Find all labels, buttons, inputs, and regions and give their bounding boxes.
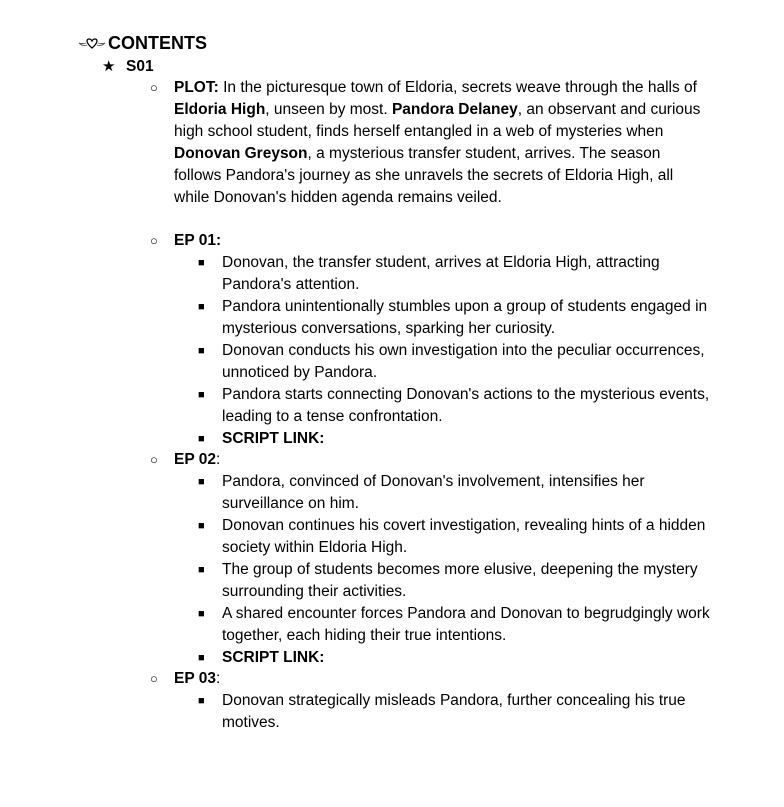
square-bullet: ■ <box>198 520 205 532</box>
episode-point: Donovan, the transfer student, arrives at Eldoria High, attracting Pandora's attention. <box>222 254 660 293</box>
star-bullet: ★ <box>102 58 116 75</box>
school-name: Eldoria High <box>174 101 266 118</box>
season-label: S01 <box>126 58 154 75</box>
square-bullet: ■ <box>198 301 205 313</box>
list-item <box>198 690 710 734</box>
circle-bullet: ○ <box>150 671 158 686</box>
character-pandora: Pandora Delaney <box>391 101 518 118</box>
list-item <box>198 647 710 669</box>
heading-text: CONTENTS <box>108 33 207 53</box>
episode-heading: ○ EP 02: <box>150 449 710 471</box>
circle-bullet: ○ <box>150 80 158 95</box>
list-item <box>198 428 710 450</box>
episode-heading: ○ EP 03: <box>150 668 710 690</box>
character-donovan: Donovan Greyson <box>174 145 308 162</box>
list-item <box>198 559 710 603</box>
episode-point: Pandora, convinced of Donovan's involvement, intensifies her surveillance on him. <box>222 473 645 512</box>
episode-point: Pandora starts connecting Donovan's actions to the mysterious events, leading to a tense confrontation. <box>222 386 710 425</box>
plot-section <box>150 77 710 209</box>
list-item <box>198 603 710 647</box>
episode-point: Donovan conducts his own investigation into the peculiar occurrences, unnoticed by Pandora. <box>222 342 705 381</box>
circle-bullet: ○ <box>150 452 158 467</box>
square-bullet: ■ <box>198 652 205 664</box>
square-bullet: ■ <box>198 389 205 401</box>
square-bullet: ■ <box>198 695 205 707</box>
episode-point: Pandora unintentionally stumbles upon a group of students engaged in mysterious conversations, sparking her curiosity. <box>222 298 708 337</box>
script-link[interactable]: SCRIPT LINK: <box>222 430 325 447</box>
list-item <box>198 252 710 296</box>
square-bullet: ■ <box>198 345 205 357</box>
plot-text: PLOT: In the picturesque town of Eldoria, secrets weave through the halls of Eldoria High, unseen by most. Pandora Delaney, an observant and curious high school student, finds herself entangled in a web of mysteries when Donovan Greyson, a mysterious transfer student, arrives. The season follows Pandora's journey as she unravels the secrets of Eldoria High, all while Donovan's hidden agenda remains veiled. <box>174 79 701 206</box>
episode-section <box>150 668 710 734</box>
list-item <box>198 471 710 515</box>
square-bullet: ■ <box>198 257 205 269</box>
square-bullet: ■ <box>198 608 205 620</box>
episode-point: Donovan continues his covert investigation, revealing hints of a hidden society within Eldoria High. <box>222 517 706 556</box>
square-bullet: ■ <box>198 564 205 576</box>
episode-section <box>150 230 710 450</box>
season-item <box>102 56 154 78</box>
plot-label: PLOT: <box>174 79 219 96</box>
episode-heading <box>150 230 710 252</box>
script-link[interactable]: SCRIPT LINK: <box>222 649 325 666</box>
episode-label: EP 02 <box>174 451 216 468</box>
circle-bullet: ○ <box>150 233 158 248</box>
list-item <box>198 340 710 384</box>
square-bullet: ■ <box>198 476 205 488</box>
episode-label: EP 01: <box>174 232 222 249</box>
list-item <box>198 296 710 340</box>
episode-label: EP 03 <box>174 670 216 687</box>
episode-point: The group of students becomes more elusive, deepening the mystery surrounding their activities. <box>222 561 698 600</box>
plot-item <box>150 77 710 209</box>
contents-heading <box>78 31 207 55</box>
episode-point: A shared encounter forces Pandora and Donovan to begrudgingly work together, each hiding their true intentions. <box>222 605 710 644</box>
list-item <box>198 384 710 428</box>
square-bullet: ■ <box>198 433 205 445</box>
episode-point: Donovan strategically misleads Pandora, further concealing his true motives. <box>222 692 686 731</box>
list-item <box>198 515 710 559</box>
episode-section <box>150 449 710 669</box>
heart-wings-icon <box>78 34 106 52</box>
